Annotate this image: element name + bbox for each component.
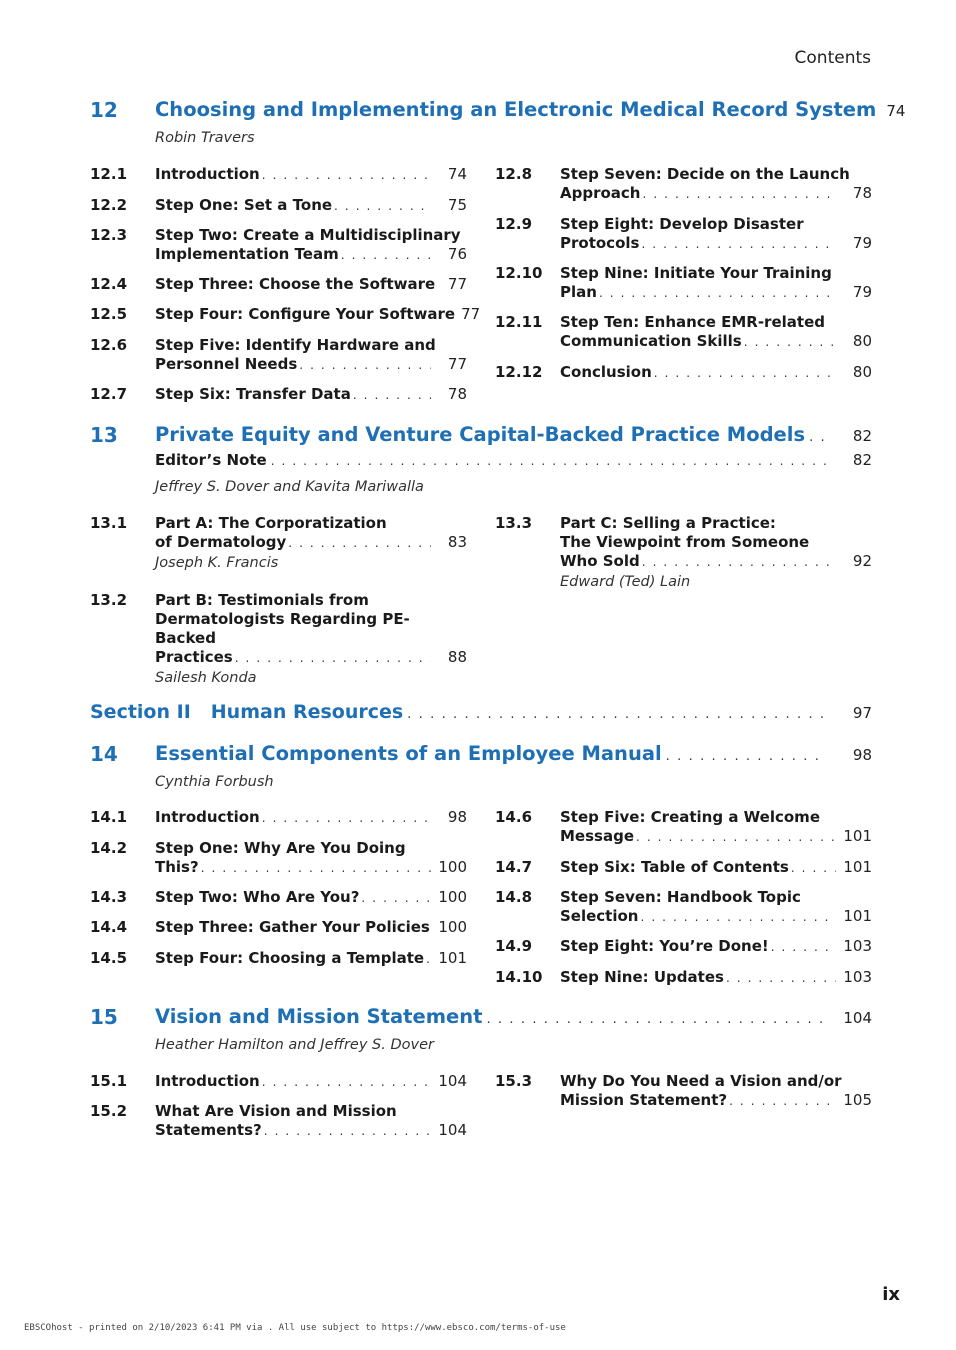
leader-dots [262, 168, 431, 182]
entry-title: Communication Skills [560, 332, 742, 350]
entry-title: Personnel Needs [155, 355, 298, 373]
leader-dots [729, 1094, 836, 1108]
entry-title-line: Step Ten: Enhance EMR-related [560, 313, 825, 331]
entry-number: 12.6 [90, 336, 128, 354]
entry-number: 12.11 [495, 313, 543, 331]
entry-number: 14.2 [90, 839, 128, 857]
entry-page: 100 [438, 918, 467, 936]
entry-title: Step Three: Gather Your Policies [155, 918, 430, 936]
entry-title: Practices [155, 648, 233, 666]
entry-number: 12.12 [495, 363, 543, 381]
entry-number: 14.4 [90, 918, 128, 936]
entry-number: 14.10 [495, 968, 543, 986]
entry-page: 98 [447, 808, 467, 826]
entry-title: Introduction [155, 165, 260, 183]
section-page: 97 [852, 704, 872, 722]
entry-page: 105 [843, 1091, 872, 1109]
entry-number: 15.3 [495, 1072, 533, 1090]
chapter-author: Jeffrey S. Dover and Kavita Mariwalla [155, 479, 424, 495]
entry-title-line: Step One: Why Are You Doing [155, 839, 406, 857]
entry-page: 77 [461, 305, 481, 323]
entry-page: 101 [438, 949, 467, 967]
entry-number: 14.7 [495, 858, 533, 876]
entry-number: 15.1 [90, 1072, 128, 1090]
entry-number: 14.1 [90, 808, 128, 826]
chapter-number: 14 [90, 742, 118, 766]
entry-author: Joseph K. Francis [155, 555, 279, 571]
chapter-14 [90, 742, 872, 790]
entry-page: 77 [447, 355, 467, 373]
leader-dots [666, 749, 826, 764]
entry-page: 103 [843, 937, 872, 955]
entry-title-line: Why Do You Need a Vision and/or [560, 1072, 842, 1090]
entry-page: 103 [843, 968, 872, 986]
entry-number: 12.9 [495, 215, 533, 233]
chapter-author: Cynthia Forbush [155, 774, 274, 790]
chapter-13 [90, 423, 872, 495]
chapter-15 [90, 1005, 872, 1053]
editors-note-page: 82 [852, 451, 872, 469]
leader-dots [486, 1012, 826, 1027]
entry-title-line: The Viewpoint from Someone [560, 533, 810, 551]
entry-number: 14.6 [495, 808, 533, 826]
leader-dots [426, 952, 431, 966]
entry-title: Step Eight: You’re Done! [560, 937, 769, 955]
entry-page: 80 [852, 332, 872, 350]
chapter-page: 74 [886, 102, 906, 120]
chapter-title[interactable]: Private Equity and Venture Capital-Backed Practice Models [155, 423, 806, 446]
entry-page: 92 [852, 552, 872, 570]
entry-number: 13.2 [90, 591, 128, 609]
running-head: Contents [794, 48, 871, 68]
leader-dots [654, 366, 836, 380]
entry-page: 79 [852, 234, 872, 252]
section-heading[interactable] [90, 701, 872, 723]
chapter-heading[interactable] [90, 742, 872, 766]
entry-title-line: Step Seven: Handbook Topic [560, 888, 801, 906]
entry-title-line: Step Two: Create a Multidisciplinary [155, 226, 461, 244]
leader-dots [791, 861, 836, 875]
leader-dots [726, 971, 836, 985]
chapter-number: 13 [90, 423, 118, 447]
entry-title: Approach [560, 184, 641, 202]
chapter-heading[interactable] [90, 1005, 872, 1029]
entry-title: Mission Statement? [560, 1091, 728, 1109]
chapter-heading[interactable] [90, 98, 906, 122]
chapter-12 [90, 98, 906, 146]
chapter-title[interactable]: Vision and Mission Statement [155, 1005, 483, 1028]
entry-number: 12.5 [90, 305, 128, 323]
leader-dots [262, 1075, 431, 1089]
section-title[interactable]: Human Resources [210, 701, 404, 723]
entry-number: 12.7 [90, 385, 128, 403]
entry-title: Statements? [155, 1121, 262, 1139]
chapter-title[interactable]: Essential Components of an Employee Manual [155, 742, 662, 765]
page-number: ix [882, 1284, 900, 1305]
leader-dots [341, 248, 431, 262]
leader-dots [809, 430, 826, 445]
leader-dots [361, 891, 431, 905]
chapter-number: 15 [90, 1005, 118, 1029]
entry-page: 101 [843, 827, 872, 845]
entry-page: 75 [447, 196, 467, 214]
leader-dots [271, 454, 826, 468]
entry-page: 83 [447, 533, 467, 551]
leader-dots [299, 358, 431, 372]
entry-page: 104 [438, 1072, 467, 1090]
entry-page: 100 [438, 858, 467, 876]
leader-dots [288, 536, 431, 550]
entry-page: 101 [843, 907, 872, 925]
entry-page: 101 [843, 858, 872, 876]
chapter-page: 82 [852, 427, 872, 445]
leader-dots [640, 910, 836, 924]
entry-title-line: Dermatologists Regarding PE-Backed [155, 610, 410, 647]
leader-dots [353, 388, 431, 402]
entry-title-line: Step Seven: Decide on the Launch [560, 165, 850, 183]
chapter-number: 12 [90, 98, 118, 122]
entry-number: 12.2 [90, 196, 128, 214]
leader-dots [235, 651, 431, 665]
leader-dots [264, 1124, 431, 1138]
editors-note-title: Editor’s Note [155, 451, 267, 469]
chapter-author: Heather Hamilton and Jeffrey S. Dover [155, 1037, 434, 1053]
entry-page: 100 [438, 888, 467, 906]
leader-dots [334, 199, 431, 213]
entry-number: 13.1 [90, 514, 128, 532]
entry-author: Sailesh Konda [155, 670, 257, 686]
editors-note-entry[interactable] [155, 451, 872, 469]
entry-title: Implementation Team [155, 245, 339, 263]
entry-title: Step One: Set a Tone [155, 196, 333, 214]
entry-number: 12.4 [90, 275, 128, 293]
entry-number: 12.3 [90, 226, 128, 244]
chapter-heading[interactable] [90, 423, 872, 447]
entry-title: Protocols [560, 234, 640, 252]
entry-number: 14.5 [90, 949, 128, 967]
entry-page: 76 [447, 245, 467, 263]
chapter-page: 104 [843, 1009, 872, 1027]
leader-dots [201, 861, 431, 875]
entry-author: Edward (Ted) Lain [560, 574, 691, 590]
entry-page: 78 [447, 385, 467, 403]
entry-page: 74 [447, 165, 467, 183]
entry-title: of Dermatology [155, 533, 287, 551]
entry-title: Selection [560, 907, 639, 925]
entry-title-line: Part A: The Corporatization [155, 514, 387, 532]
chapter-page: 98 [852, 746, 872, 764]
entry-title: Step Two: Who Are You? [155, 888, 360, 906]
chapter-author: Robin Travers [155, 130, 255, 146]
entry-title: Step Nine: Updates [560, 968, 724, 986]
entry-page: 77 [447, 275, 467, 293]
entry-title: This? [155, 858, 199, 876]
section-label: Section II [90, 701, 191, 723]
entry-title: Step Six: Table of Contents [560, 858, 789, 876]
entry-page: 104 [438, 1121, 467, 1139]
entry-title-line: Part B: Testimonials from [155, 591, 369, 609]
entry-title-line: Step Five: Identify Hardware and [155, 336, 436, 354]
chapter-title[interactable]: Choosing and Implementing an Electronic Medical Record System [155, 98, 877, 121]
leader-dots [262, 811, 431, 825]
entry-number: 13.3 [495, 514, 533, 532]
entry-number: 14.9 [495, 937, 533, 955]
entry-title: Plan [560, 283, 597, 301]
entry-number: 14.8 [495, 888, 533, 906]
entry-page: 80 [852, 363, 872, 381]
leader-dots [407, 707, 826, 722]
entry-title: Step Four: Configure Your Software [155, 305, 456, 323]
entry-page: 79 [852, 283, 872, 301]
entry-title: Step Three: Choose the Software [155, 275, 436, 293]
entry-page: 88 [447, 648, 467, 666]
entry-title-line: Step Nine: Initiate Your Training [560, 264, 832, 282]
entry-title: Who Sold [560, 552, 640, 570]
entry-title: Introduction [155, 1072, 260, 1090]
entry-title-line: What Are Vision and Mission [155, 1102, 397, 1120]
leader-dots [636, 830, 836, 844]
entry-number: 12.1 [90, 165, 128, 183]
entry-number: 15.2 [90, 1102, 128, 1120]
entry-title-line: Step Five: Creating a Welcome [560, 808, 820, 826]
entry-title: Conclusion [560, 363, 652, 381]
entry-number: 12.8 [495, 165, 533, 183]
leader-dots [641, 237, 836, 251]
print-footer: EBSCOhost - printed on 2/10/2023 6:41 PM via . All use subject to https://www.ebsco.com/terms-of-use [24, 1323, 566, 1333]
leader-dots [771, 940, 836, 954]
entry-page: 78 [852, 184, 872, 202]
entry-number: 12.10 [495, 264, 543, 282]
entry-title-line: Step Eight: Develop Disaster [560, 215, 804, 233]
entry-title: Introduction [155, 808, 260, 826]
leader-dots [599, 286, 836, 300]
leader-dots [642, 187, 836, 201]
entry-title: Step Six: Transfer Data [155, 385, 351, 403]
leader-dots [642, 555, 836, 569]
entry-title: Step Four: Choosing a Template [155, 949, 425, 967]
leader-dots [744, 335, 836, 349]
entry-number: 14.3 [90, 888, 128, 906]
entry-title: Message [560, 827, 634, 845]
entry-title-line: Part C: Selling a Practice: [560, 514, 776, 532]
